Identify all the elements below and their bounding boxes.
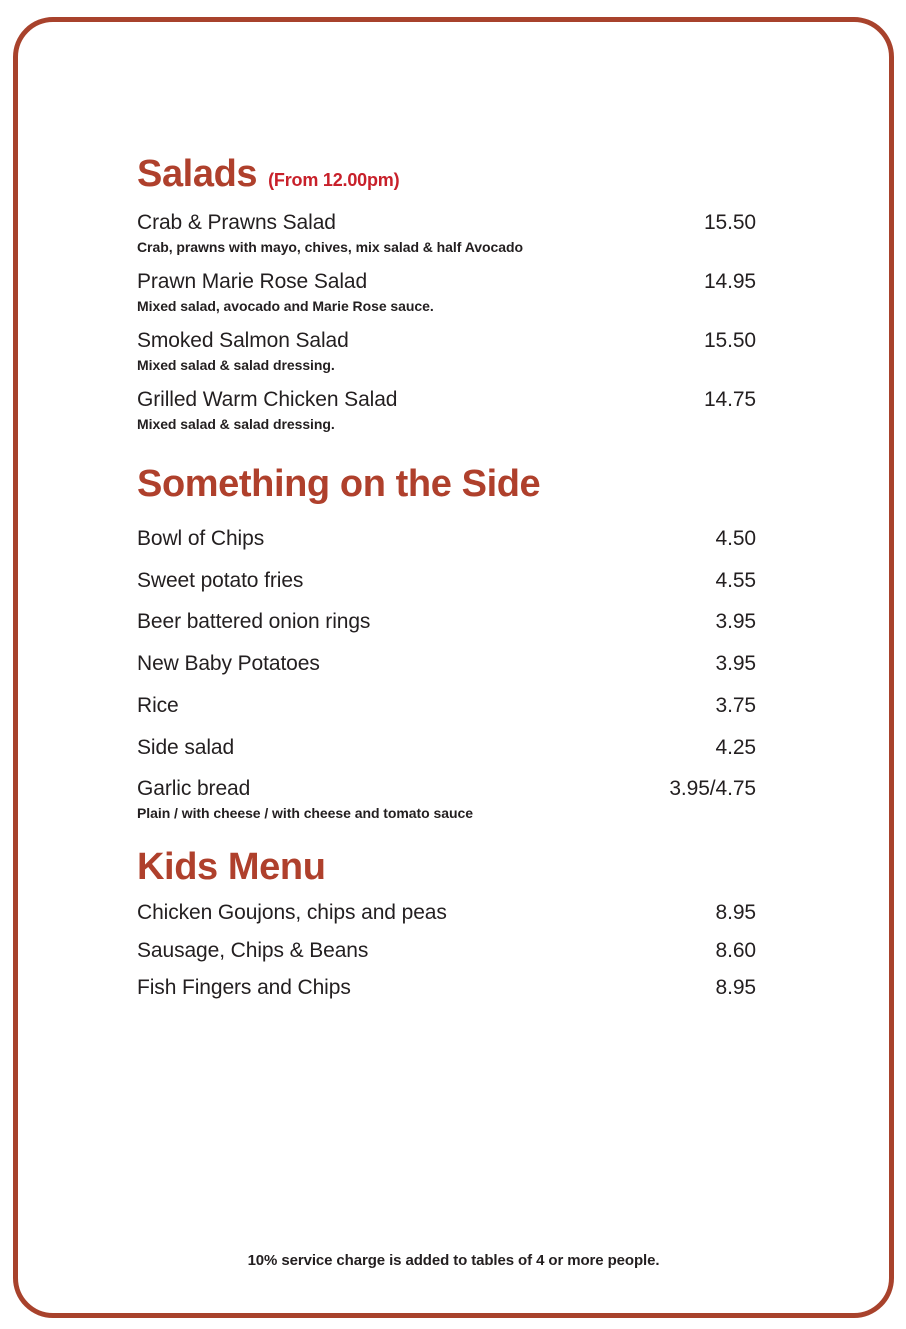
menu-item-price: 14.95 [703, 270, 756, 294]
menu-item-name: Smoked Salmon Salad [137, 329, 349, 353]
menu-item-line [137, 650, 756, 678]
menu-item-name: Grilled Warm Chicken Salad [137, 388, 398, 412]
menu-section-salads [137, 155, 756, 434]
menu-item-price: 15.50 [703, 329, 756, 353]
menu-item-name: Crab & Prawns Salad [137, 211, 336, 234]
menu-item-line [137, 899, 756, 927]
menu-item-line [137, 327, 756, 355]
menu-item [137, 692, 756, 720]
menu-item [137, 268, 756, 316]
menu-item-name: Fish Fingers and Chips [137, 976, 351, 1000]
menu-item-name: Bowl of Chips [137, 527, 265, 550]
menu-item-name: Garlic bread [137, 777, 251, 801]
menu-item [137, 327, 756, 375]
menu-item-price: 4.55 [715, 568, 756, 592]
menu-item-list-sides [137, 525, 756, 823]
menu-item-line [137, 937, 756, 965]
section-heading-kids [137, 848, 756, 886]
menu-item-line [137, 567, 756, 595]
menu-item [137, 650, 756, 678]
menu-item-price: 8.95 [715, 976, 756, 1000]
menu-item-line [137, 386, 756, 414]
menu-item [137, 899, 756, 927]
menu-item-name: Side salad [137, 735, 235, 759]
menu-item-price: 14.75 [703, 388, 756, 412]
menu-item-price: 3.95/4.75 [669, 777, 756, 801]
menu-item-line [137, 525, 756, 553]
menu-item-price: 3.75 [715, 693, 756, 717]
menu-item [137, 608, 756, 636]
menu-item-name: Beer battered onion rings [137, 610, 371, 634]
menu-item-list-salads [137, 209, 756, 434]
section-title: Salads [137, 153, 258, 195]
menu-item [137, 525, 756, 553]
menu-item [137, 974, 756, 1002]
menu-item-price: 4.25 [715, 735, 756, 759]
menu-item-price: 8.95 [715, 901, 756, 924]
menu-item-description: Mixed salad, avocado and Marie Rose sauce. [137, 297, 434, 314]
menu-item [137, 937, 756, 965]
service-charge-note: 10% service charge is added to tables of 4 or more people. [247, 1252, 660, 1269]
menu-item-line [137, 974, 756, 1002]
menu-item-line [137, 775, 756, 803]
section-heading-salads [137, 155, 756, 193]
menu-item-price: 3.95 [715, 610, 756, 634]
section-availability-note: (From 12.00pm) [268, 170, 400, 190]
menu-item-line [137, 608, 756, 636]
section-heading-sides [137, 465, 756, 503]
menu-item-name: Rice [137, 693, 179, 717]
menu-item-name: Sausage, Chips & Beans [137, 938, 369, 962]
section-title: Kids Menu [137, 846, 326, 888]
menu-section-kids [137, 848, 756, 1002]
menu-item [137, 734, 756, 762]
menu-item-name: Sweet potato fries [137, 568, 304, 592]
menu-item-line [137, 268, 756, 296]
menu-section-sides [137, 465, 756, 823]
menu-item-price: 15.50 [703, 211, 756, 234]
menu-item-description: Crab, prawns with mayo, chives, mix salad & half Avocado [137, 238, 523, 255]
menu-item-line [137, 692, 756, 720]
menu-item-description: Mixed salad & salad dressing. [137, 356, 335, 373]
menu-item-description: Plain / with cheese / with cheese and tomato sauce [137, 805, 473, 822]
menu-item-name: Chicken Goujons, chips and peas [137, 901, 447, 924]
menu-item-price: 4.50 [715, 527, 756, 550]
menu-item-name: Prawn Marie Rose Salad [137, 270, 368, 294]
menu-item [137, 386, 756, 434]
section-title: Something on the Side [137, 463, 541, 505]
menu-item [137, 775, 756, 823]
menu-item [137, 209, 756, 257]
menu-item-price: 3.95 [715, 652, 756, 676]
menu-item-name: New Baby Potatoes [137, 652, 320, 676]
menu-item-line [137, 209, 756, 237]
menu-item-list-kids [137, 899, 756, 1002]
menu-item-line [137, 734, 756, 762]
menu-item [137, 567, 756, 595]
menu-item-description: Mixed salad & salad dressing. [137, 415, 335, 432]
menu-item-price: 8.60 [715, 938, 756, 962]
